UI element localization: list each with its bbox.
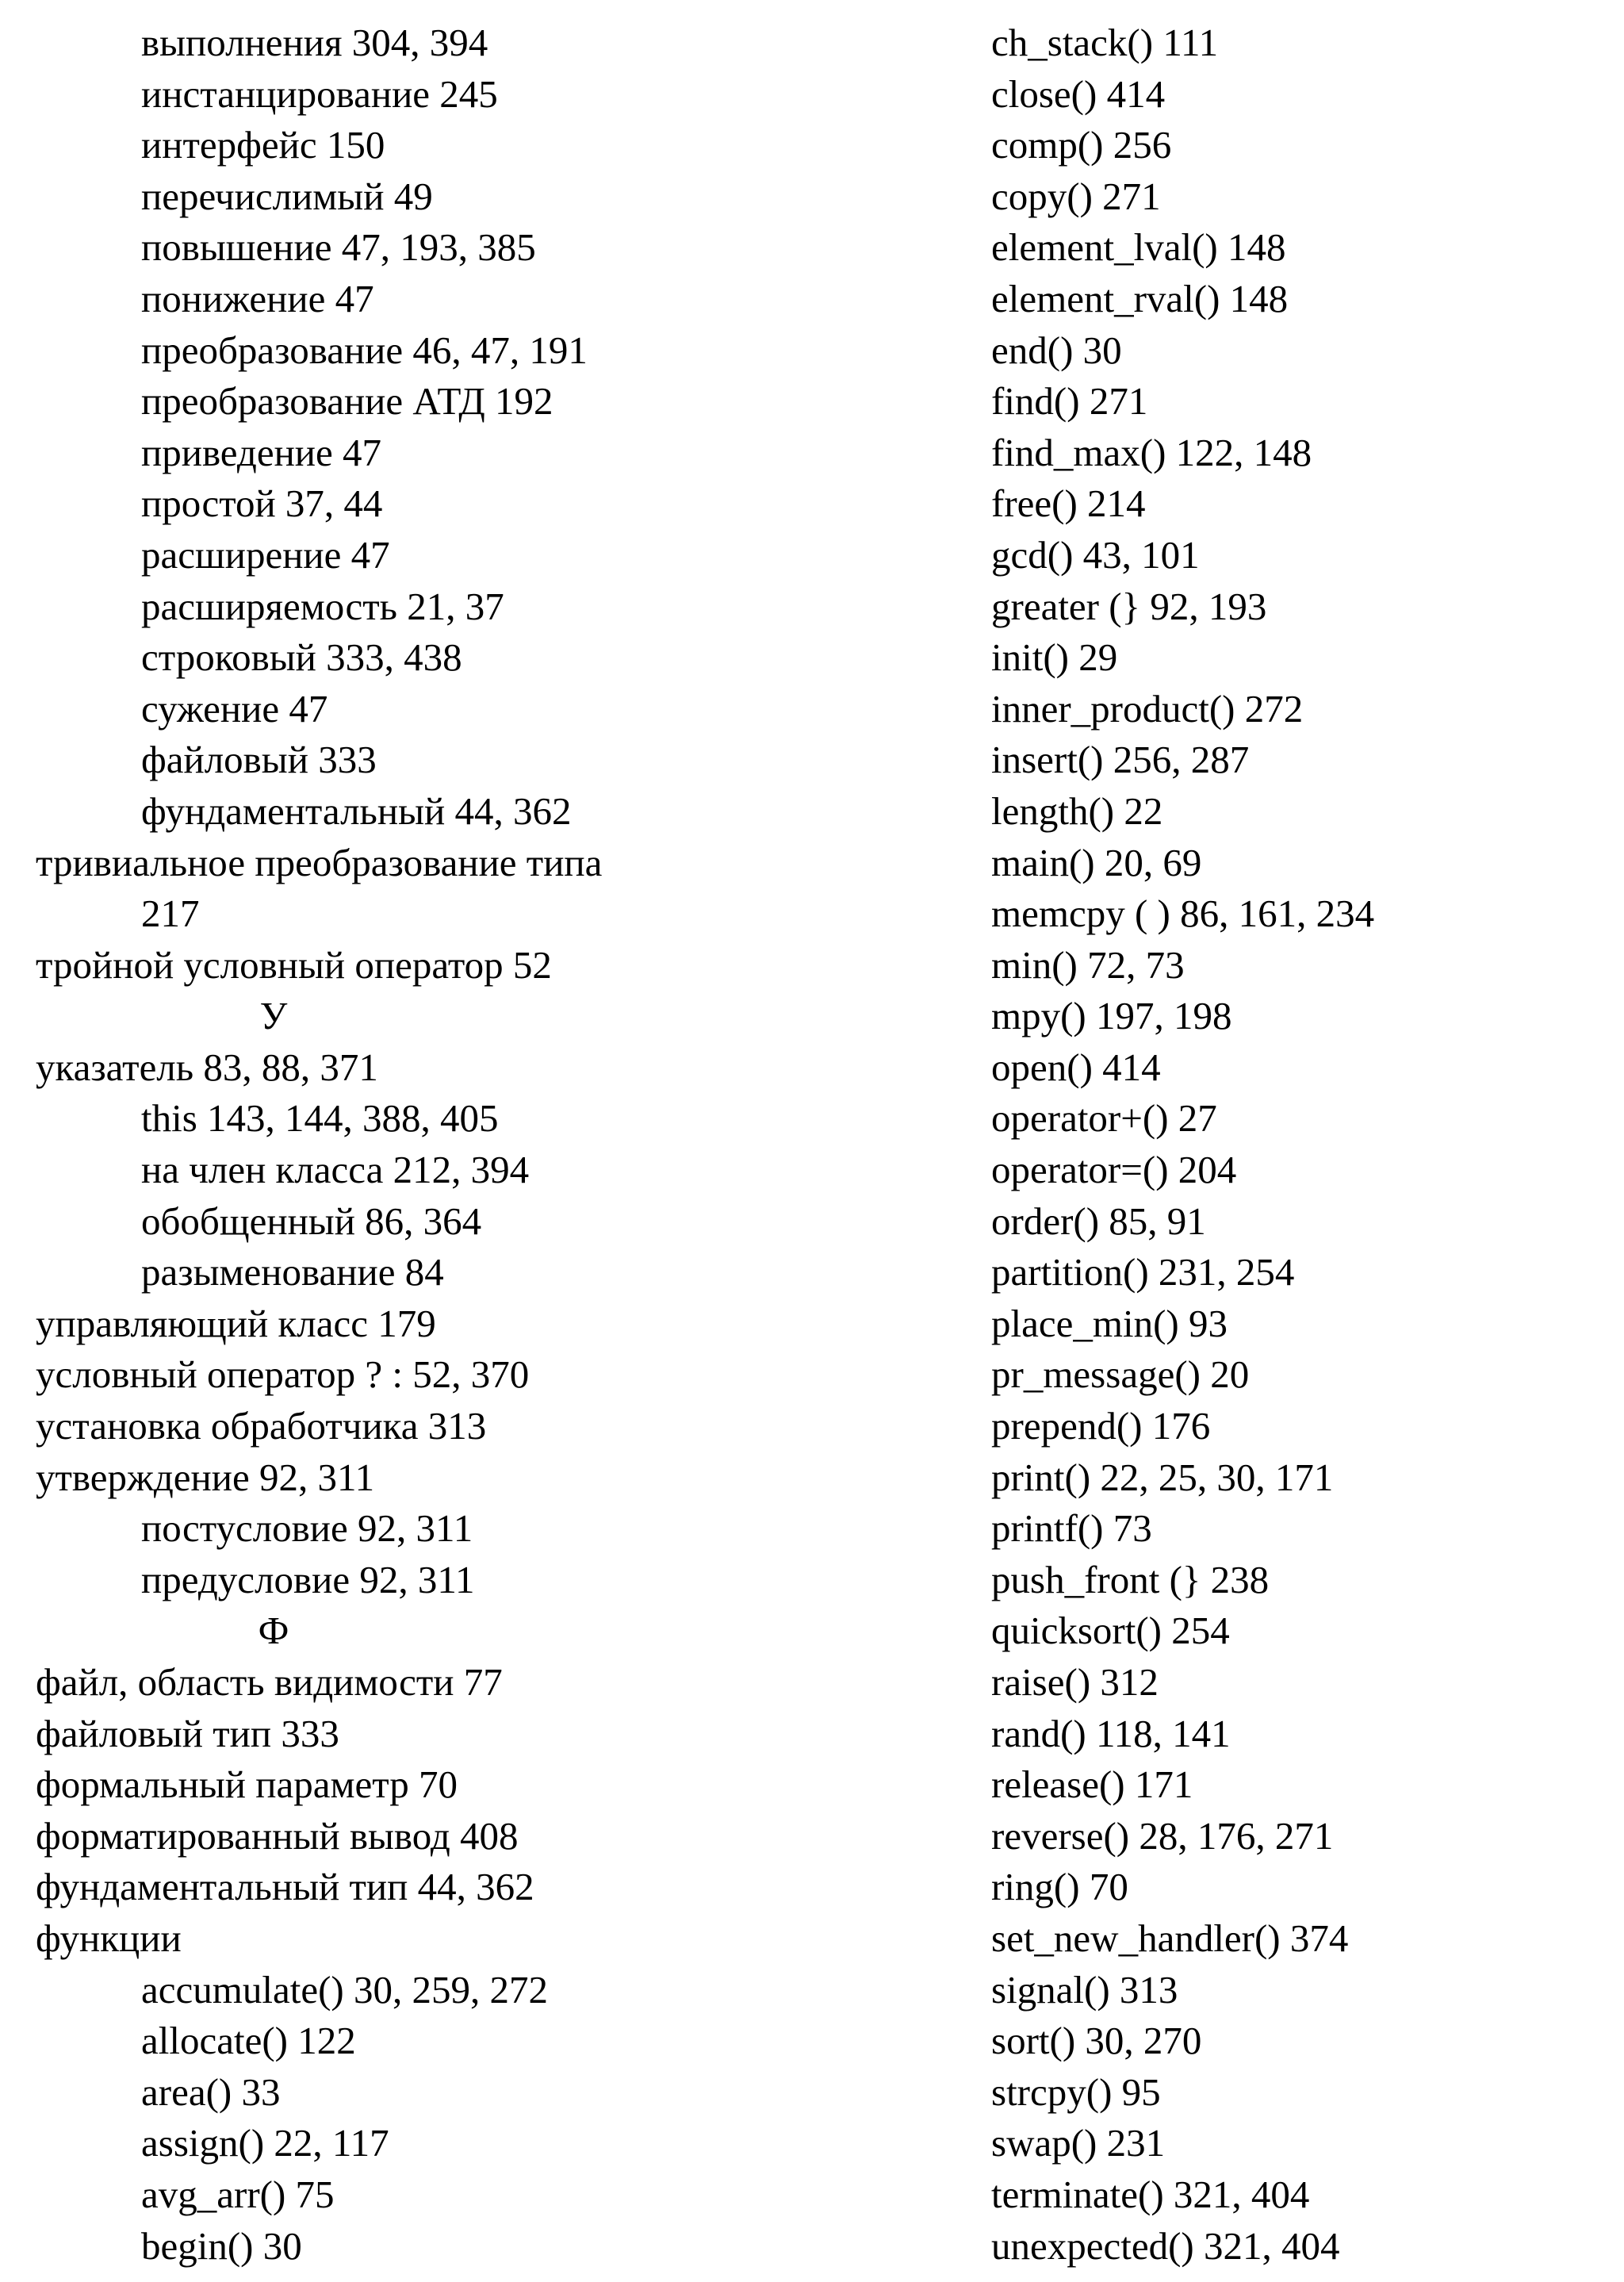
index-subentry: this 143, 144, 388, 405 bbox=[141, 1096, 499, 1141]
index-subentry: find() 271 bbox=[991, 379, 1148, 424]
index-subentry: find_max() 122, 148 bbox=[991, 430, 1312, 474]
index-subentry: файловый 333 bbox=[141, 738, 377, 782]
index-subentry: sort() 30, 270 bbox=[991, 2019, 1202, 2063]
index-subentry: close() 414 bbox=[991, 71, 1166, 116]
index-subentry: inner_product() 272 bbox=[991, 686, 1304, 731]
index-subentry: преобразование АТД 192 bbox=[141, 379, 553, 424]
index-subentry: end() 30 bbox=[991, 328, 1122, 372]
index-subentry: main() 20, 69 bbox=[991, 840, 1202, 884]
index-entry: фундаментальный тип 44, 362 bbox=[36, 1865, 534, 1909]
index-entry: тривиальное преобразование типа bbox=[36, 840, 603, 884]
index-subentry: allocate() 122 bbox=[141, 2019, 356, 2063]
index-subentry: avg_arr() 75 bbox=[141, 2172, 335, 2216]
index-subentry: перечислимый 49 bbox=[141, 174, 433, 218]
index-entry: условный оператор ? : 52, 370 bbox=[36, 1352, 530, 1397]
index-subentry: gcd() 43, 101 bbox=[991, 532, 1200, 577]
index-subentry: quicksort() 254 bbox=[991, 1609, 1230, 1653]
index-subentry: insert() 256, 287 bbox=[991, 738, 1250, 782]
index-subentry: строковый 333, 438 bbox=[141, 635, 462, 680]
index-column-right bbox=[991, 17, 1610, 2272]
index-subentry: pr_message() 20 bbox=[991, 1352, 1250, 1397]
index-subentry: ch_stack() 111 bbox=[991, 21, 1219, 64]
index-subentry: signal() 313 bbox=[991, 1967, 1178, 2012]
index-subentry: place_min() 93 bbox=[991, 1301, 1228, 1345]
index-subentry: begin() 30 bbox=[141, 2223, 302, 2268]
index-subentry: понижение 47 bbox=[141, 276, 374, 320]
index-subentry: swap() 231 bbox=[991, 2121, 1166, 2165]
index-subentry: length() 22 bbox=[991, 788, 1163, 833]
index-entry: управляющий класс 179 bbox=[36, 1301, 436, 1345]
index-subentry: terminate() 321, 404 bbox=[991, 2172, 1310, 2216]
index-subentry: area() 33 bbox=[141, 2069, 281, 2114]
index-subentry: 217 bbox=[141, 892, 200, 936]
index-entry: форматированный вывод 408 bbox=[36, 1813, 519, 1858]
index-subentry: element_lval() 148 bbox=[991, 225, 1286, 270]
index-subentry: init() 29 bbox=[991, 635, 1118, 680]
index-subentry: простой 37, 44 bbox=[141, 481, 383, 526]
index-subentry: open() 414 bbox=[991, 1045, 1161, 1089]
index-subentry: memcpy ( ) 86, 161, 234 bbox=[991, 892, 1375, 936]
index-entry: формальный параметр 70 bbox=[36, 1762, 458, 1807]
index-subentry: предусловие 92, 311 bbox=[141, 1557, 475, 1601]
index-subentry: set_new_handler() 374 bbox=[991, 1916, 1349, 1960]
index-section-letter: Ф bbox=[258, 1609, 289, 1653]
index-subentry: printf() 73 bbox=[991, 1506, 1152, 1551]
index-subentry: преобразование 46, 47, 191 bbox=[141, 328, 588, 372]
index-subentry: unexpected() 321, 404 bbox=[991, 2223, 1340, 2268]
index-subentry: интерфейс 150 bbox=[141, 123, 385, 167]
index-section-letter: У bbox=[259, 994, 288, 1038]
index-subentry: operator+() 27 bbox=[991, 1096, 1217, 1141]
index-subentry: order() 85, 91 bbox=[991, 1199, 1206, 1243]
index-subentry: strcpy() 95 bbox=[991, 2069, 1161, 2114]
index-subentry: release() 171 bbox=[991, 1762, 1193, 1807]
index-subentry: постусловие 92, 311 bbox=[141, 1506, 473, 1551]
index-column-left bbox=[36, 17, 948, 2272]
index-subentry: free() 214 bbox=[991, 481, 1146, 526]
index-subentry: расширяемость 21, 37 bbox=[141, 584, 504, 628]
index-subentry: выполнения 304, 394 bbox=[141, 21, 488, 64]
index-subentry: фундаментальный 44, 362 bbox=[141, 788, 572, 833]
index-subentry: расширение 47 bbox=[141, 532, 390, 577]
index-entry: функции bbox=[36, 1916, 182, 1960]
index-subentry: prepend() 176 bbox=[991, 1404, 1211, 1448]
index-subentry: обобщенный 86, 364 bbox=[141, 1199, 482, 1243]
index-subentry: raise() 312 bbox=[991, 1660, 1159, 1704]
index-subentry: element_rval() 148 bbox=[991, 276, 1289, 320]
index-subentry: operator=() 204 bbox=[991, 1148, 1237, 1192]
index-subentry: сужение 47 bbox=[141, 686, 328, 731]
index-subentry: copy() 271 bbox=[991, 174, 1161, 218]
index-entry: тройной условный оператор 52 bbox=[36, 942, 552, 987]
index-entry: установка обработчика 313 bbox=[36, 1404, 487, 1448]
index-subentry: assign() 22, 117 bbox=[141, 2121, 389, 2165]
index-subentry: push_front (} 238 bbox=[991, 1557, 1270, 1601]
index-entry: утверждение 92, 311 bbox=[36, 1455, 375, 1499]
index-subentry: ring() 70 bbox=[991, 1865, 1128, 1909]
index-entry: файл, область видимости 77 bbox=[36, 1660, 503, 1704]
index-subentry: greater (} 92, 193 bbox=[991, 584, 1267, 628]
index-subentry: rand() 118, 141 bbox=[991, 1711, 1231, 1755]
index-subentry: print() 22, 25, 30, 171 bbox=[991, 1455, 1334, 1499]
index-subentry: comp() 256 bbox=[991, 123, 1172, 167]
index-subentry: приведение 47 bbox=[141, 430, 382, 474]
index-subentry: partition() 231, 254 bbox=[991, 1250, 1295, 1294]
index-subentry: разыменование 84 bbox=[141, 1250, 444, 1294]
index-subentry: повышение 47, 193, 385 bbox=[141, 225, 536, 270]
index-subentry: reverse() 28, 176, 271 bbox=[991, 1813, 1334, 1858]
index-subentry: mpy() 197, 198 bbox=[991, 994, 1232, 1038]
index-subentry: accumulate() 30, 259, 272 bbox=[141, 1967, 548, 2012]
index-entry: файловый тип 333 bbox=[36, 1711, 339, 1755]
index-subentry: на член класса 212, 394 bbox=[141, 1148, 530, 1192]
index-subentry: min() 72, 73 bbox=[991, 942, 1185, 987]
index-entry: указатель 83, 88, 371 bbox=[36, 1045, 378, 1089]
index-subentry: инстанцирование 245 bbox=[141, 71, 498, 116]
